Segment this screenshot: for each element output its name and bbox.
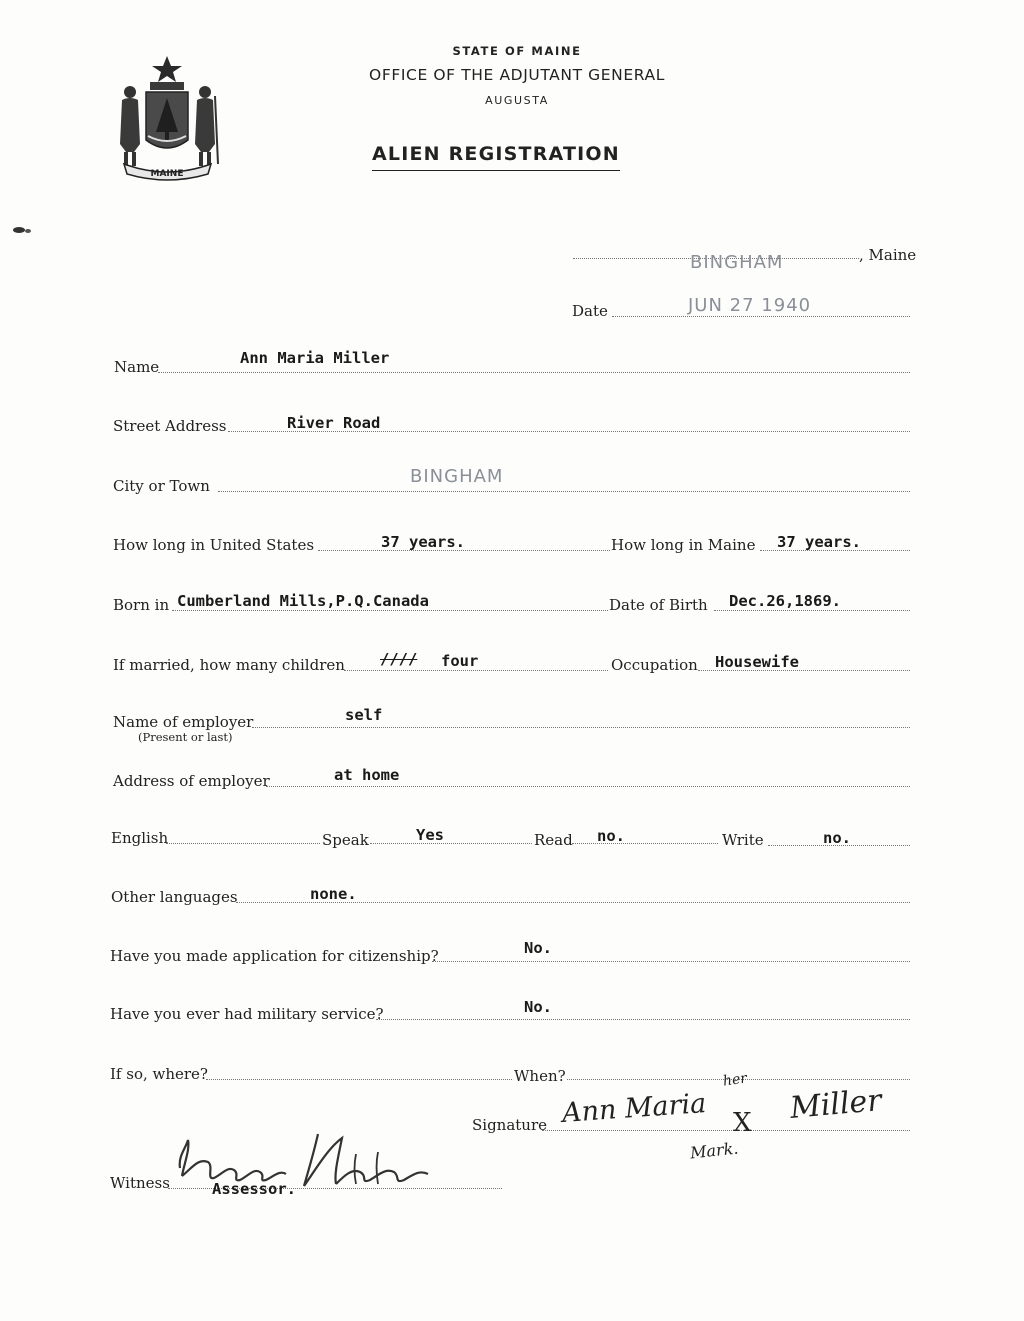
born-label: Born in	[113, 596, 170, 614]
employer-label: Name of employer	[113, 713, 254, 731]
where-line	[206, 1079, 512, 1080]
write-label: Write	[722, 831, 764, 849]
ink-blot	[12, 226, 34, 234]
signature-label: Signature	[472, 1116, 548, 1134]
where-label: If so, where?	[110, 1065, 208, 1083]
office-heading: OFFICE OF THE ADJUTANT GENERAL	[369, 66, 665, 84]
signature-line	[542, 1130, 910, 1131]
signature-first-names: Ann Maria	[561, 1088, 708, 1129]
employer-address-value: at home	[334, 766, 400, 784]
us-time-value: 37 years.	[381, 533, 465, 551]
write-value: no.	[823, 829, 851, 847]
signature-mark: X	[733, 1108, 752, 1138]
citizenship-value: No.	[524, 939, 552, 957]
citizenship-line	[432, 961, 910, 962]
maine-suffix: , Maine	[859, 246, 917, 264]
maine-time-label: How long in Maine	[611, 536, 756, 554]
employer-value: self	[345, 706, 383, 724]
us-time-label: How long in United States	[113, 536, 315, 554]
children-label: If married, how many children	[113, 656, 345, 674]
witness-label: Witness	[110, 1174, 170, 1192]
dob-label: Date of Birth	[609, 596, 708, 614]
name-label: Name	[114, 358, 160, 376]
citizenship-label: Have you made application for citizenship?	[110, 947, 439, 965]
witness-title: Assessor.	[212, 1180, 296, 1198]
date-label: Date	[572, 302, 608, 320]
born-line	[172, 610, 608, 611]
children-value: four	[441, 652, 479, 670]
dob-line	[714, 610, 910, 611]
other-languages-value: none.	[310, 885, 357, 903]
english-label: English	[111, 829, 169, 847]
read-value: no.	[597, 827, 625, 845]
name-value: Ann Maria Miller	[240, 349, 390, 367]
speak-line	[370, 843, 532, 844]
street-value: River Road	[287, 414, 381, 432]
english-line	[166, 843, 320, 844]
date-line	[612, 316, 910, 317]
employer-sublabel: (Present or last)	[138, 730, 233, 744]
employer-address-label: Address of employer	[113, 772, 270, 790]
speak-value: Yes	[416, 826, 444, 844]
date-stamp: JUN 27 1940	[688, 295, 812, 316]
children-line	[344, 670, 608, 671]
speak-label: Speak	[322, 831, 369, 849]
occupation-value: Housewife	[715, 653, 799, 671]
city-label: City or Town	[113, 477, 210, 495]
employer-line	[252, 727, 910, 728]
children-struck: ////	[380, 650, 418, 668]
signature-her-note: her	[722, 1070, 748, 1090]
read-label: Read	[534, 831, 573, 849]
read-line	[572, 843, 718, 844]
seal-text: MAINE	[150, 169, 184, 179]
occupation-label: Occupation	[611, 656, 698, 674]
dob-value: Dec.26,1869.	[729, 592, 841, 610]
street-label: Street Address	[113, 417, 227, 435]
other-languages-label: Other languages	[111, 888, 238, 906]
maine-time-value: 37 years.	[777, 533, 861, 551]
military-value: No.	[524, 998, 552, 1016]
form-title: ALIEN REGISTRATION	[372, 143, 620, 171]
city-heading: AUGUSTA	[485, 94, 549, 107]
city-line	[218, 491, 910, 492]
location-stamp: BINGHAM	[690, 252, 784, 273]
born-value: Cumberland Mills,P.Q.Canada	[177, 592, 429, 610]
when-label: When?	[514, 1067, 566, 1085]
state-heading: STATE OF MAINE	[452, 44, 582, 58]
city-stamp: BINGHAM	[410, 466, 504, 487]
military-label: Have you ever had military service?	[110, 1005, 384, 1023]
name-line	[158, 372, 910, 373]
signature-last-name: Miller	[788, 1083, 883, 1126]
military-line	[376, 1019, 910, 1020]
signature-mark-label: Mark.	[689, 1138, 740, 1163]
employer-address-line	[266, 786, 910, 787]
